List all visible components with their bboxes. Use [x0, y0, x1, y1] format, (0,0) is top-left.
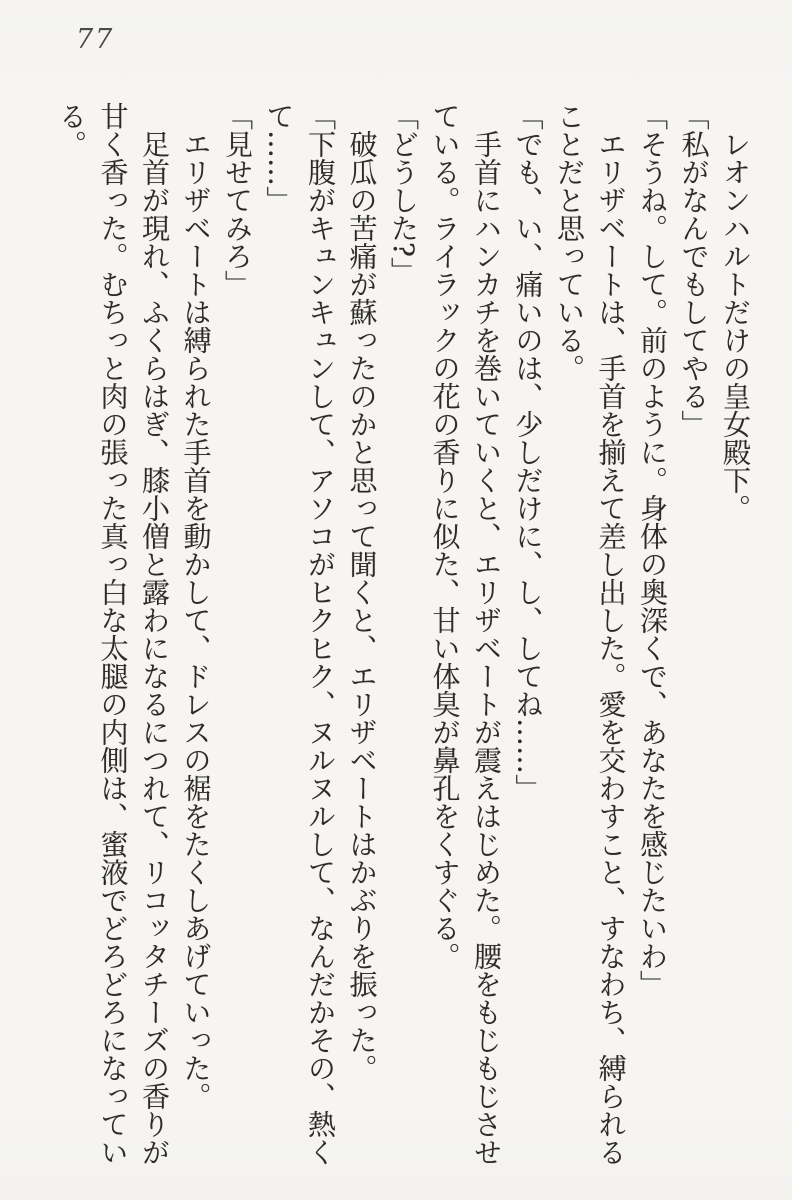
text-line: エリザベートは、手首を揃えて差し出した。愛を交わすこと、すなわち、縛られる: [594, 102, 628, 1166]
text-line: 「そうね。して。前のように。身体の奥深くで、あなたを感じたいわ」: [636, 102, 669, 998]
text-line: 破瓜の苦痛が蘇ったのかと思って聞くと、エリザベートはかぶりを振った。: [345, 102, 379, 1082]
body-text: [51, 102, 757, 1166]
text-line: 「どうした?」: [387, 102, 420, 286]
text-line: 「でも、い、痛いのは、少しだけに、し、してね……」: [511, 102, 545, 802]
text-line: ことだと思っている。: [553, 102, 586, 382]
text-line: 足首が現れ、ふくらはぎ、膝小僧と露わになるにつれて、リコッタチーズの香りが: [138, 102, 171, 1166]
text-line: 「下腹がキュンキュンして、アソコがヒクヒク、ヌルヌルして、なんだかその、熱く: [304, 102, 337, 1166]
text-line: 甘く香った。むちっと肉の張った真っ白な太腿の内側は、蜜液でどろどろになってい: [96, 102, 130, 1166]
text-line: る。: [55, 102, 88, 158]
text-line: 手首にハンカチを巻いていくと、エリザベートが震えはじめた。腰をもじもじさせ: [470, 102, 503, 1166]
text-line: ている。ライラックの花の香りに似た、甘い体臭が鼻孔をくすぐる。: [428, 102, 462, 970]
text-line: エリザベートは縛られた手首を動かして、ドレスの裾をたくしあげていった。: [179, 102, 213, 1110]
text-line: 「私がなんでもしてやる」: [677, 102, 711, 438]
text-line: レオンハルトだけの皇女殿下。: [719, 102, 752, 522]
text-line: て……」: [262, 102, 296, 214]
page-number: 77: [76, 24, 115, 55]
text-line: 「見せてみろ」: [221, 102, 254, 298]
